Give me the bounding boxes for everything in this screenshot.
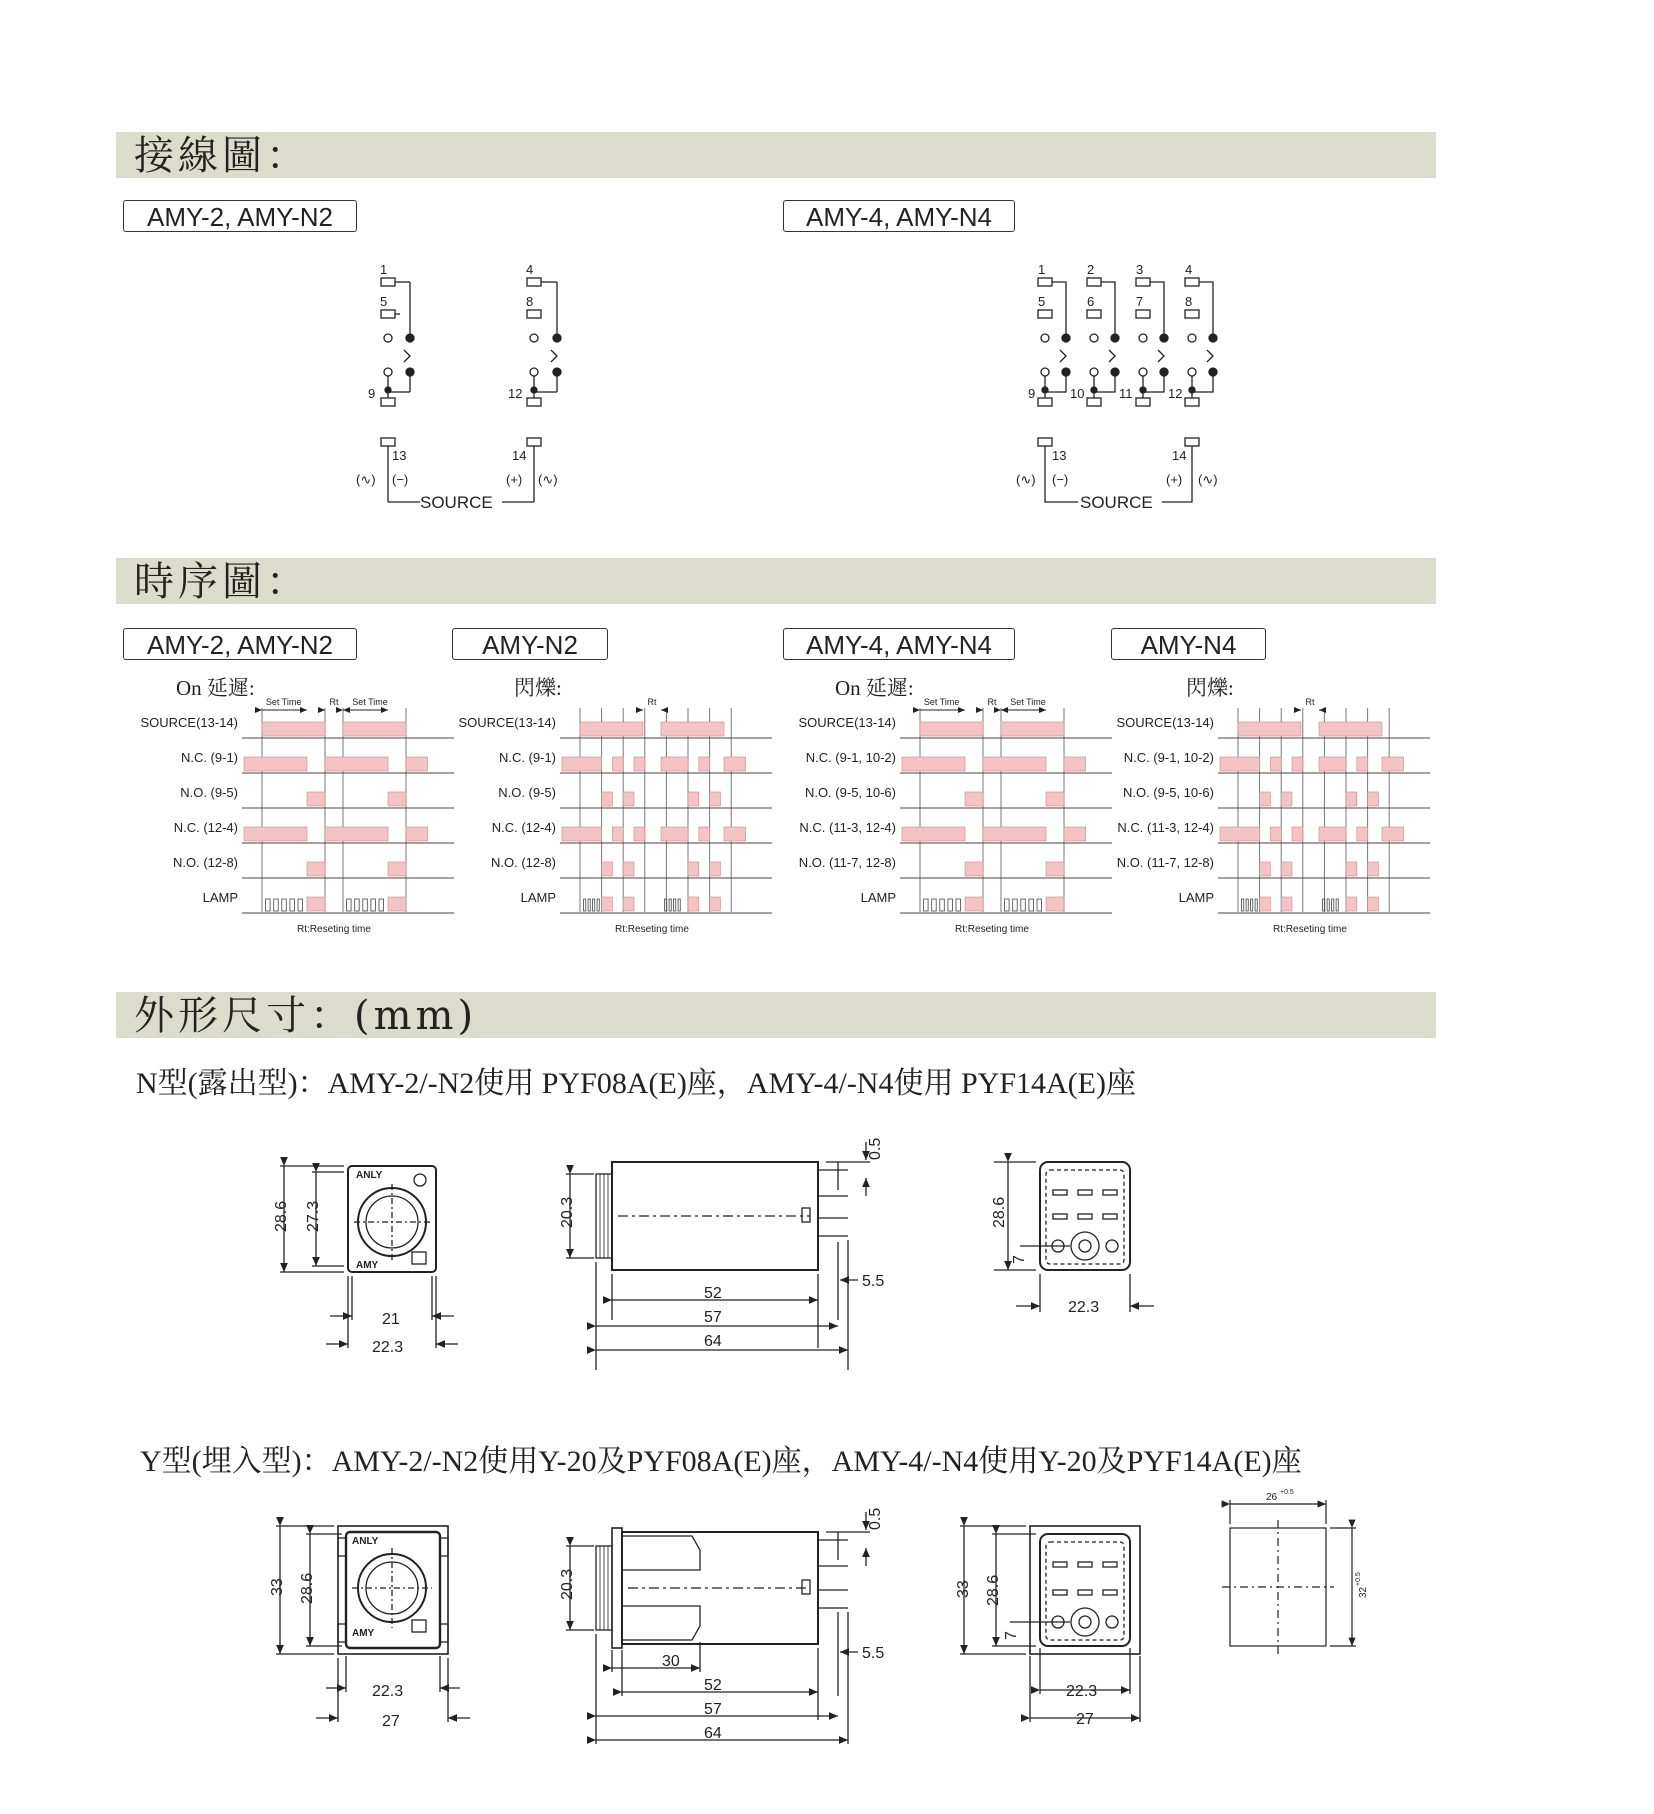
pin-slot [1078, 1590, 1092, 1595]
lamp-on [1260, 897, 1271, 911]
pin-label: 9 [368, 386, 376, 401]
signal-on [388, 862, 406, 876]
dim-label: 7 [1011, 1255, 1028, 1264]
pin-label: 7 [1136, 294, 1144, 309]
switch-arrow [1060, 350, 1066, 362]
pin-slot [1053, 1562, 1067, 1567]
contact [1062, 334, 1070, 342]
pin-label: 12 [1168, 386, 1183, 401]
ac-label: (∿) [538, 472, 558, 487]
signal-on [1368, 862, 1379, 876]
lamp-on [710, 897, 721, 911]
signal-on [965, 792, 983, 806]
dim-label: 27 [1076, 1711, 1094, 1728]
signal-on [325, 827, 388, 841]
signal-on [688, 792, 699, 806]
wire [1101, 282, 1115, 338]
signal-on [1319, 757, 1346, 771]
timing-row-label: SOURCE(13-14) [798, 715, 896, 730]
pin-label: 3 [1136, 262, 1144, 277]
lamp-pulse [290, 899, 295, 911]
signal-on [602, 792, 613, 806]
timing-row-label: N.C. (12-4) [491, 820, 556, 835]
contact [1139, 368, 1147, 376]
lamp-pulse [1255, 899, 1257, 911]
timing-row-label: N.C. (9-1) [180, 750, 238, 765]
contact [1062, 368, 1070, 376]
lamp-pulse [584, 899, 586, 911]
dim-label: 27.3 [305, 1200, 322, 1232]
lamp-on [388, 897, 406, 911]
pin-slot [1103, 1562, 1117, 1567]
lamp-pulse [940, 899, 945, 911]
contact [1160, 368, 1168, 376]
source-on [262, 722, 325, 736]
section-title-timing: 時序圖： [134, 559, 310, 605]
model-label: AMY [356, 1260, 379, 1271]
timing-row-label: N.C. (9-1, 10-2) [1123, 750, 1214, 765]
lamp-on [602, 897, 613, 911]
source-on [1319, 722, 1382, 736]
section-title-dimensions: 外形尺寸：(mm) [134, 993, 478, 1039]
pin-slot [1103, 1590, 1117, 1595]
signal-on [406, 827, 428, 841]
pin-slot [1053, 1190, 1067, 1195]
lamp-pulse [1246, 899, 1248, 911]
minus-label: (−) [1052, 472, 1069, 487]
timing-row-label: N.C. (11-3, 12-4) [799, 820, 896, 835]
source-on [343, 722, 406, 736]
lamp-pulse [347, 899, 352, 911]
lamp-on [623, 897, 634, 911]
signal-on [1357, 827, 1368, 841]
source-on [1238, 722, 1301, 736]
y-type-note: Y型(埋入型)：AMY-2/-N2使用Y-20及PYF08A(E)座，AMY-4/-N4使用Y-20及PYF14A(E)座 [140, 1445, 1302, 1478]
timing-row-label: N.O. (11-7, 12-8) [1116, 855, 1214, 870]
pin-label: 8 [526, 294, 534, 309]
signal-on [307, 792, 325, 806]
terminal [1038, 398, 1052, 406]
dim-label: 7 [1003, 1631, 1020, 1640]
lamp-on [307, 897, 325, 911]
pin-label: 13 [1052, 448, 1067, 463]
pin-label: 6 [1087, 294, 1095, 309]
timing-row-label: SOURCE(13-14) [140, 715, 238, 730]
timing-row-label: N.C. (9-1, 10-2) [805, 750, 896, 765]
signal-on [983, 757, 1046, 771]
lamp-pulse [1021, 899, 1026, 911]
contact [1139, 334, 1147, 342]
pin-slot [1053, 1590, 1067, 1595]
timing-row-label: N.C. (9-1) [498, 750, 556, 765]
pin-label: 4 [526, 262, 534, 277]
signal-on [1260, 792, 1271, 806]
signal-on [1346, 792, 1357, 806]
signal-on [661, 757, 688, 771]
signal-on [1368, 792, 1379, 806]
timing-row-label: N.O. (9-5, 10-6) [804, 785, 896, 800]
terminal [1087, 278, 1101, 286]
terminal [1185, 310, 1199, 318]
lamp-pulse [588, 899, 590, 911]
terminal [1087, 398, 1101, 406]
rt-label: Rt [329, 697, 339, 707]
lamp-pulse [1013, 899, 1018, 911]
contact [1188, 368, 1196, 376]
plus-label: (+) [506, 472, 523, 487]
dim-label: 33 [955, 1580, 972, 1598]
lamp-pulse [1332, 899, 1334, 911]
pin-label: 9 [1028, 386, 1036, 401]
signal-on [1281, 792, 1292, 806]
pin-slot [1078, 1190, 1092, 1195]
signal-on [1382, 757, 1404, 771]
pin-slot [1078, 1214, 1092, 1219]
pin-label: 10 [1070, 386, 1085, 401]
dim-label: 20.3 [559, 1196, 576, 1228]
timing-row-label: LAMP [860, 890, 896, 905]
model-label: AMY [352, 1628, 375, 1639]
dim-label: 28.6 [985, 1574, 1002, 1606]
lamp-pulse [1251, 899, 1253, 911]
signal-on [562, 827, 602, 841]
pin-label: 1 [1038, 262, 1046, 277]
lamp-on [1046, 897, 1064, 911]
lamp-pulse [1323, 899, 1325, 911]
signal-on [724, 757, 746, 771]
timing-chart-1 [140, 697, 454, 935]
signal-on [1064, 757, 1086, 771]
ac-label: (∿) [356, 472, 376, 487]
timing-charts [140, 697, 1430, 935]
pin-label: 13 [392, 448, 407, 463]
dim-label: 30 [662, 1653, 680, 1670]
lamp-on [1346, 897, 1357, 911]
signal-on [623, 862, 634, 876]
panel-cutout-labels [1266, 1489, 1369, 1598]
lamp-on [688, 897, 699, 911]
lamp-pulse [1029, 899, 1034, 911]
reset-footnote: Rt:Reseting time [297, 924, 371, 935]
timing-row-label: LAMP [520, 890, 556, 905]
pin-slot [1078, 1562, 1092, 1567]
lamp-pulse [593, 899, 595, 911]
signal-on [1270, 827, 1281, 841]
y-front-labels [269, 1536, 403, 1730]
timing-subtitle-1: On 延遲: [176, 676, 255, 700]
signal-on [388, 792, 406, 806]
source-on [1001, 722, 1064, 736]
lamp-pulse [1005, 899, 1010, 911]
signal-on [1292, 757, 1303, 771]
set-time-label: Set Time [352, 697, 388, 707]
timing-row-label: N.O. (11-7, 12-8) [798, 855, 896, 870]
dim-label: 21 [382, 1311, 400, 1328]
timing-row-label: N.O. (9-5) [180, 785, 238, 800]
timing-label-1: AMY-2, AMY-N2 [123, 628, 357, 660]
signal-on [307, 862, 325, 876]
lamp-on [1281, 897, 1292, 911]
pin-label: 8 [1185, 294, 1193, 309]
y-back-labels [955, 1575, 1097, 1728]
dim-label: 28.6 [991, 1196, 1008, 1228]
terminal [1185, 438, 1199, 446]
y-back-view [960, 1526, 1140, 1722]
switch-arrow [1207, 350, 1213, 362]
terminal [1038, 310, 1052, 318]
signal-on [1220, 757, 1260, 771]
dim-label: 64 [704, 1725, 722, 1742]
pin-slot [1053, 1214, 1067, 1219]
lamp-pulse [597, 899, 599, 911]
signal-on [562, 757, 602, 771]
terminal [1038, 438, 1052, 446]
section-title-wiring: 接線圖： [134, 133, 310, 179]
signal-on [1382, 827, 1404, 841]
signal-on [1292, 827, 1303, 841]
timing-label-2: AMY-N2 [452, 628, 608, 660]
lamp-pulse [932, 899, 937, 911]
timing-chart-3 [798, 697, 1112, 935]
wiring-label-amy4: AMY-4, AMY-N4 [783, 200, 1015, 232]
n-front-view [280, 1166, 458, 1348]
signal-on [1046, 862, 1064, 876]
lamp-pulse [924, 899, 929, 911]
n-type-note: N型(露出型)：AMY-2/-N2使用 PYF08A(E)座，AMY-4/-N4使用 PYF14A(E)座 [136, 1067, 1136, 1100]
signal-on [612, 827, 623, 841]
signal-on [710, 792, 721, 806]
signal-on [1346, 862, 1357, 876]
lamp-pulse [1037, 899, 1042, 911]
minus-label: (−) [392, 472, 409, 487]
lamp-pulse [665, 899, 667, 911]
pin-label: 5 [1038, 294, 1046, 309]
dim-label: 26 [1266, 1492, 1278, 1503]
n-back-view [994, 1162, 1154, 1312]
signal-on [1220, 827, 1260, 841]
lamp-pulse [669, 899, 671, 911]
timing-chart-2 [458, 697, 772, 935]
dim-label: 32 [1358, 1586, 1369, 1598]
signal-on [724, 827, 746, 841]
lamp-pulse [1242, 899, 1244, 911]
lamp-pulse [266, 899, 271, 911]
source-on [920, 722, 983, 736]
lamp-pulse [1336, 899, 1338, 911]
lamp-pulse [355, 899, 360, 911]
dim-label: 64 [704, 1333, 722, 1350]
dim-label: 27 [382, 1713, 400, 1730]
terminal [1185, 278, 1199, 286]
switch-arrow [1158, 350, 1164, 362]
contact [1041, 334, 1049, 342]
signal-on [406, 757, 428, 771]
timing-row-label: N.C. (12-4) [173, 820, 238, 835]
rt-label: Rt [647, 697, 657, 707]
timing-row-label: SOURCE(13-14) [458, 715, 556, 730]
lamp-pulse [363, 899, 368, 911]
lamp-pulse [274, 899, 279, 911]
wire [1052, 282, 1066, 338]
signal-on [634, 827, 645, 841]
contact [1041, 368, 1049, 376]
dim-label: 57 [704, 1309, 722, 1326]
dim-label: 5.5 [862, 1273, 885, 1290]
contact [1209, 368, 1217, 376]
pin-label: 14 [1172, 448, 1187, 463]
dim-label: 33 [269, 1578, 286, 1596]
signal-on [661, 827, 688, 841]
lamp-pulse [956, 899, 961, 911]
rt-label: Rt [987, 697, 997, 707]
contact [1090, 368, 1098, 376]
signal-on [1046, 792, 1064, 806]
wire [1150, 282, 1164, 338]
lamp-on [1368, 897, 1379, 911]
dim-label: 28.6 [273, 1200, 290, 1232]
pin-label: 4 [1185, 262, 1193, 277]
source-on [661, 722, 724, 736]
pin-label: 2 [1087, 262, 1095, 277]
contact [1111, 368, 1119, 376]
timing-subtitle-3: On 延遲: [835, 676, 914, 700]
reset-footnote: Rt:Reseting time [955, 924, 1029, 935]
wiring-label-amy2: AMY-2, AMY-N2 [123, 200, 357, 232]
signal-on [1064, 827, 1086, 841]
wiring-diagram-amy2 [381, 278, 561, 502]
dim-label: 20.3 [559, 1568, 576, 1600]
signal-on [688, 862, 699, 876]
lamp-pulse [948, 899, 953, 911]
lamp-on [965, 897, 983, 911]
signal-on [1319, 827, 1346, 841]
timing-row-label: N.O. (12-8) [172, 855, 238, 870]
wire [1199, 282, 1213, 338]
signal-on [325, 757, 388, 771]
lamp-pulse [379, 899, 384, 911]
dim-label: 0.5 [867, 1507, 884, 1530]
terminal [1087, 310, 1101, 318]
timing-row-label: N.O. (9-5, 10-6) [1122, 785, 1214, 800]
signal-on [1260, 862, 1271, 876]
timing-label-4: AMY-N4 [1111, 628, 1266, 660]
set-time-label: Set Time [923, 697, 960, 707]
timing-row-label: N.C. (11-3, 12-4) [1117, 820, 1214, 835]
signal-on [244, 757, 307, 771]
terminal [1038, 278, 1052, 286]
panel-cutout [1222, 1500, 1356, 1654]
terminal [1136, 278, 1150, 286]
signal-on [710, 862, 721, 876]
terminal [1136, 398, 1150, 406]
brand-label: ANLY [352, 1536, 379, 1547]
signal-on [623, 792, 634, 806]
switch-arrow [1109, 350, 1115, 362]
reset-footnote: Rt:Reseting time [1273, 924, 1347, 935]
ac-label: (∿) [1198, 472, 1218, 487]
source-on [580, 722, 643, 736]
plus-label: (+) [1166, 472, 1183, 487]
pin-slot [1103, 1190, 1117, 1195]
set-time-label: Set Time [265, 697, 302, 707]
brand-label: ANLY [356, 1170, 383, 1181]
signal-on [634, 757, 645, 771]
pin-label: 1 [380, 262, 388, 277]
source-label: SOURCE [420, 493, 493, 512]
signal-on [1270, 757, 1281, 771]
contact [1209, 334, 1217, 342]
lamp-pulse [371, 899, 376, 911]
timing-label-3: AMY-4, AMY-N4 [783, 628, 1015, 660]
timing-row-label: N.O. (12-8) [490, 855, 556, 870]
pin-label: 11 [1119, 386, 1133, 401]
signal-on [902, 757, 965, 771]
terminal [1185, 398, 1199, 406]
signal-on [1357, 757, 1368, 771]
lamp-pulse [282, 899, 287, 911]
tolerance-label: +0.5 [1280, 1489, 1294, 1496]
dim-label: 22.3 [372, 1683, 404, 1700]
tolerance-label: +0.5 [1355, 1572, 1362, 1586]
contact [1111, 334, 1119, 342]
signal-on [244, 827, 307, 841]
timing-subtitle-4: 閃爍: [1186, 676, 1234, 700]
dim-label: 5.5 [862, 1645, 885, 1662]
dim-label: 52 [704, 1677, 722, 1694]
timing-row-label: N.O. (9-5) [498, 785, 556, 800]
contact [1160, 334, 1168, 342]
lamp-pulse [678, 899, 680, 911]
timing-row-label: LAMP [1178, 890, 1214, 905]
pin-label: 12 [508, 386, 523, 401]
signal-on [983, 827, 1046, 841]
lamp-pulse [298, 899, 303, 911]
timing-row-label: LAMP [202, 890, 238, 905]
source-label: SOURCE [1080, 493, 1153, 512]
timing-row-label: SOURCE(13-14) [1116, 715, 1214, 730]
timing-chart-4 [1116, 697, 1430, 935]
pin-label: 14 [512, 448, 527, 463]
dim-label: 22.3 [1066, 1683, 1098, 1700]
dim-label: 57 [704, 1701, 722, 1718]
contact [1090, 334, 1098, 342]
contact [1188, 334, 1196, 342]
dim-label: 52 [704, 1285, 722, 1302]
signal-on [699, 827, 710, 841]
signal-on [965, 862, 983, 876]
signal-on [1281, 862, 1292, 876]
timing-subtitle-2: 閃爍: [514, 676, 562, 700]
lamp-pulse [674, 899, 676, 911]
set-time-label: Set Time [1010, 697, 1046, 707]
signal-on [602, 862, 613, 876]
dim-label: 22.3 [1068, 1299, 1100, 1316]
signal-on [612, 757, 623, 771]
signal-on [699, 757, 710, 771]
pin-label: 5 [380, 294, 388, 309]
dim-label: 22.3 [372, 1339, 404, 1356]
signal-on [902, 827, 965, 841]
ac-label: (∿) [1016, 472, 1036, 487]
terminal [1136, 310, 1150, 318]
lamp-pulse [1327, 899, 1329, 911]
pin-slot [1103, 1214, 1117, 1219]
dim-label: 0.5 [867, 1137, 884, 1160]
reset-footnote: Rt:Reseting time [615, 924, 689, 935]
dim-label: 28.6 [299, 1572, 316, 1604]
rt-label: Rt [1305, 697, 1315, 707]
